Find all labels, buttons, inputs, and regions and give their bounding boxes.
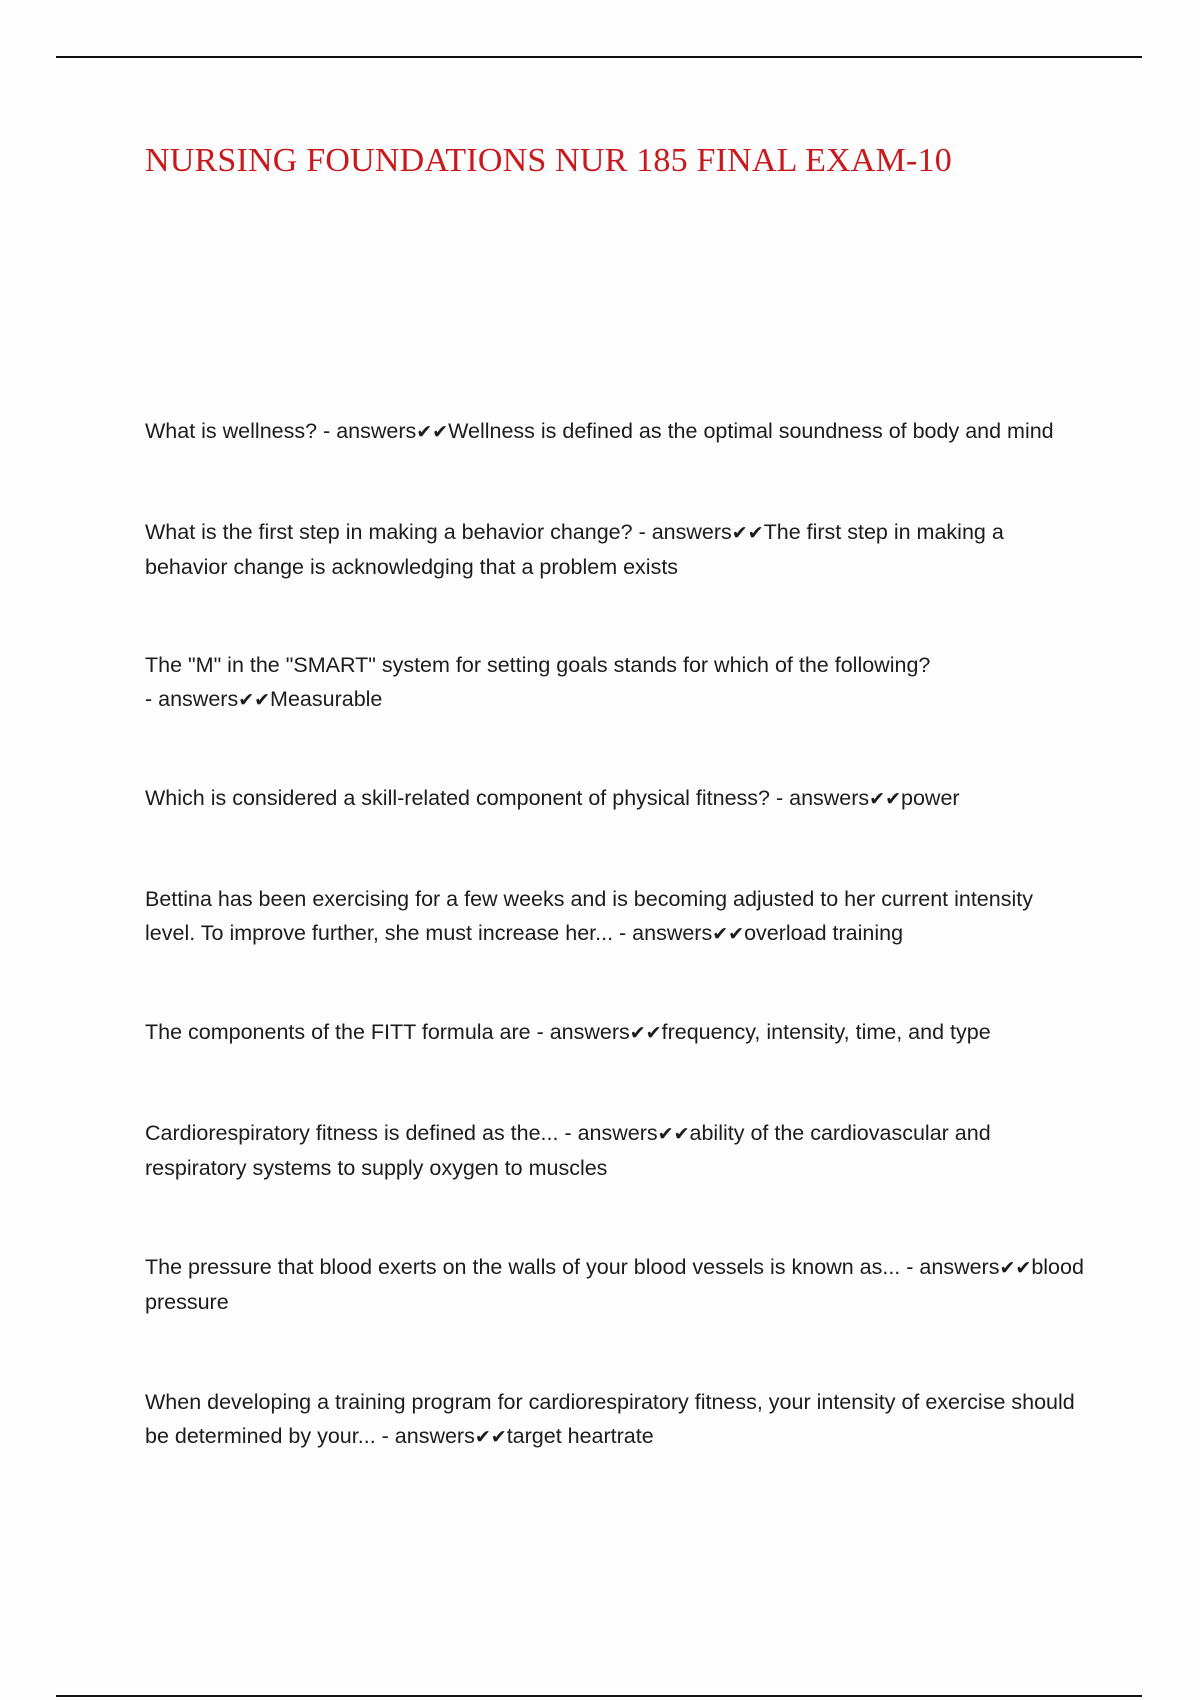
checkmark-icon: ✔✔ [869, 788, 902, 810]
question-text: What is the first step in making a behavior change? [145, 520, 633, 544]
answer-prefix: answers [632, 921, 713, 945]
question-text: When developing a training program for cardiorespiratory fitness, your intensity of exercise should be determined by your... [145, 1390, 1075, 1448]
checkmark-icon: ✔✔ [474, 1426, 507, 1448]
qa-item: What is wellness? - answers✔✔Wellness is defined as the optimal soundness of body and mind [145, 419, 1054, 443]
question-text: Cardiorespiratory fitness is defined as the... [145, 1121, 559, 1145]
checkmark-icon: ✔✔ [712, 923, 745, 945]
answer-prefix: answers [336, 419, 417, 443]
answer-prefix: answers [577, 1121, 658, 1145]
answer-prefix: answers [789, 786, 870, 810]
answer-text: overload training [744, 921, 904, 945]
answer-text: frequency, intensity, time, and type [661, 1020, 991, 1044]
answer-text: Wellness is defined as the optimal soundness of body and mind [448, 419, 1054, 443]
checkmark-icon: ✔✔ [416, 421, 449, 443]
qa-item: Cardiorespiratory fitness is defined as the... - answers✔✔ability of the cardiovascular and respiratory systems to supply oxygen to muscles [145, 1121, 991, 1180]
answer-text: blood pressure [145, 1255, 1084, 1314]
qa-item: What is the first step in making a behavior change? - answers✔✔The first step in making a behavior change is acknowledging that a problem exists [145, 520, 1004, 579]
question-text: The "M" in the "SMART" system for setting goals stands for which of the following? [145, 653, 931, 677]
answer-prefix: answers [549, 1020, 630, 1044]
qa-item: When developing a training program for cardiorespiratory fitness, your intensity of exercise should be determined by your... - answers✔✔target heartrate [145, 1390, 1075, 1448]
qa-item: The components of the FITT formula are - answers✔✔frequency, intensity, time, and type [145, 1020, 991, 1044]
answer-prefix: answers [158, 687, 239, 711]
question-text: The pressure that blood exerts on the walls of your blood vessels is known as... [145, 1255, 901, 1279]
answer-text: power [901, 786, 960, 810]
qa-item: Bettina has been exercising for a few weeks and is becoming adjusted to her current intensity level. To improve further, she must increase her... - answers✔✔overload training [145, 887, 1033, 945]
answer-text: The first step in making a behavior change is acknowledging that a problem exists [145, 520, 1004, 579]
checkmark-icon: ✔✔ [629, 1022, 662, 1044]
checkmark-icon: ✔✔ [731, 522, 764, 544]
checkmark-icon: ✔✔ [238, 689, 271, 711]
question-text: The components of the FITT formula are [145, 1020, 531, 1044]
question-text: Which is considered a skill-related component of physical fitness? [145, 786, 770, 810]
checkmark-icon: ✔✔ [999, 1257, 1032, 1279]
question-text: Bettina has been exercising for a few weeks and is becoming adjusted to her current intensity level. To improve further, she must increase her... [145, 887, 1033, 945]
qa-item: The pressure that blood exerts on the walls of your blood vessels is known as... - answers✔✔blood pressure [145, 1255, 1084, 1314]
document-title: NURSING FOUNDATIONS NUR 185 FINAL EXAM-10 [145, 142, 952, 179]
top-divider [56, 56, 1142, 58]
qa-item: Which is considered a skill-related component of physical fitness? - answers✔✔power [145, 786, 960, 810]
answer-text: ability of the cardiovascular and respiratory systems to supply oxygen to muscles [145, 1121, 991, 1180]
bottom-divider [56, 1695, 1142, 1697]
checkmark-icon: ✔✔ [657, 1123, 690, 1145]
qa-item: The "M" in the "SMART" system for setting goals stands for which of the following? - answers✔✔Measurable [145, 653, 931, 711]
answer-prefix: answers [651, 520, 732, 544]
answer-text: Measurable [270, 687, 383, 711]
question-text: What is wellness? [145, 419, 318, 443]
answer-prefix: answers [394, 1424, 475, 1448]
answer-text: target heartrate [506, 1424, 654, 1448]
answer-prefix: answers [919, 1255, 1000, 1279]
